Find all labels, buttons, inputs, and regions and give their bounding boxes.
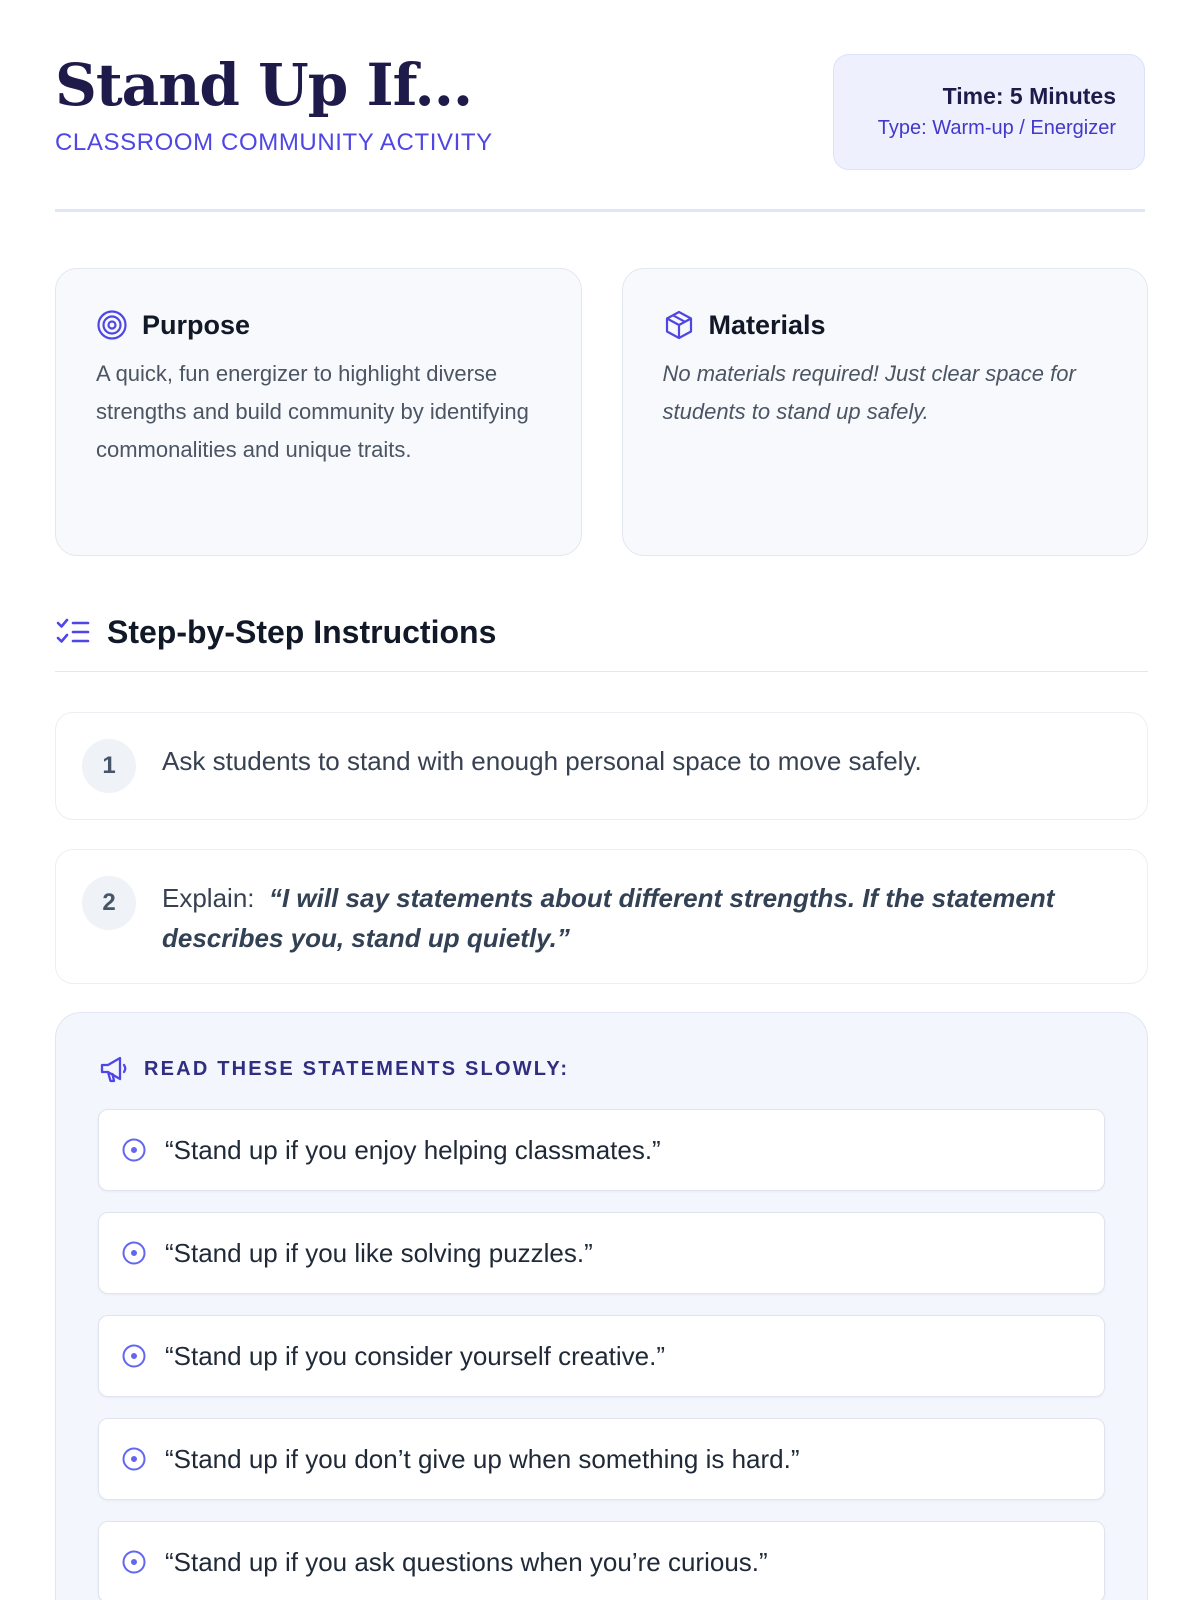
dot-circle-icon <box>121 1240 147 1266</box>
megaphone-icon <box>98 1053 130 1085</box>
statement-item <box>98 1418 1105 1500</box>
statement-item <box>98 1212 1105 1294</box>
step-lead: Explain: <box>162 883 255 913</box>
info-cards <box>55 268 1148 556</box>
step-text <box>162 876 1121 958</box>
statement-text: “Stand up if you like solving puzzles.” <box>165 1237 593 1268</box>
step-item <box>55 849 1148 984</box>
instructions-title: Step-by-Step Instructions <box>107 614 497 650</box>
page-title: Stand Up If... <box>55 51 473 119</box>
dot-circle-icon <box>121 1446 147 1472</box>
statement-text: “Stand up if you consider yourself creative.” <box>165 1340 666 1371</box>
dot-circle-icon <box>121 1549 147 1575</box>
step-number: 2 <box>82 876 136 930</box>
statement-item <box>98 1521 1105 1600</box>
statement-item <box>98 1315 1105 1397</box>
dot-circle-icon <box>121 1137 147 1163</box>
purpose-title: Purpose <box>142 309 251 340</box>
statements-panel <box>55 1012 1148 1600</box>
step-item <box>55 712 1148 820</box>
statement-text: “Stand up if you don’t give up when something is hard.” <box>165 1443 800 1474</box>
materials-card <box>622 268 1149 556</box>
list-checks-icon <box>55 614 91 650</box>
materials-card-header <box>663 309 1108 341</box>
instructions-heading <box>55 606 1148 672</box>
materials-text: No materials required! Just clear space for students to stand up safely. <box>662 361 1076 424</box>
dot-circle-icon <box>121 1343 147 1369</box>
page-header <box>55 0 1145 212</box>
materials-title: Materials <box>708 309 826 340</box>
activity-meta-box <box>833 54 1145 170</box>
statements-header <box>98 1053 1105 1085</box>
statement-text: “Stand up if you ask questions when you’re curious.” <box>165 1546 768 1577</box>
purpose-card <box>55 268 582 556</box>
step-text: Ask students to stand with enough personal space to move safely. <box>162 746 922 776</box>
page-subtitle: CLASSROOM COMMUNITY ACTIVITY <box>55 129 493 156</box>
step-number: 1 <box>82 739 136 793</box>
step-quote: “I will say statements about different strengths. If the statement describes you, stand up quietly.” <box>162 883 1055 953</box>
statement-item <box>98 1109 1105 1191</box>
statement-text: “Stand up if you enjoy helping classmates.” <box>165 1134 661 1165</box>
activity-type: Type: Warm-up / Energizer <box>877 116 1116 139</box>
statements-title: READ THESE STATEMENTS SLOWLY: <box>144 1057 570 1080</box>
box-icon <box>663 309 695 341</box>
activity-time: Time: 5 Minutes <box>942 83 1116 109</box>
target-icon <box>96 309 128 341</box>
purpose-text: A quick, fun energizer to highlight diverse strengths and build community by identifying commonalities and unique traits. <box>96 361 529 462</box>
purpose-card-header <box>96 309 541 341</box>
